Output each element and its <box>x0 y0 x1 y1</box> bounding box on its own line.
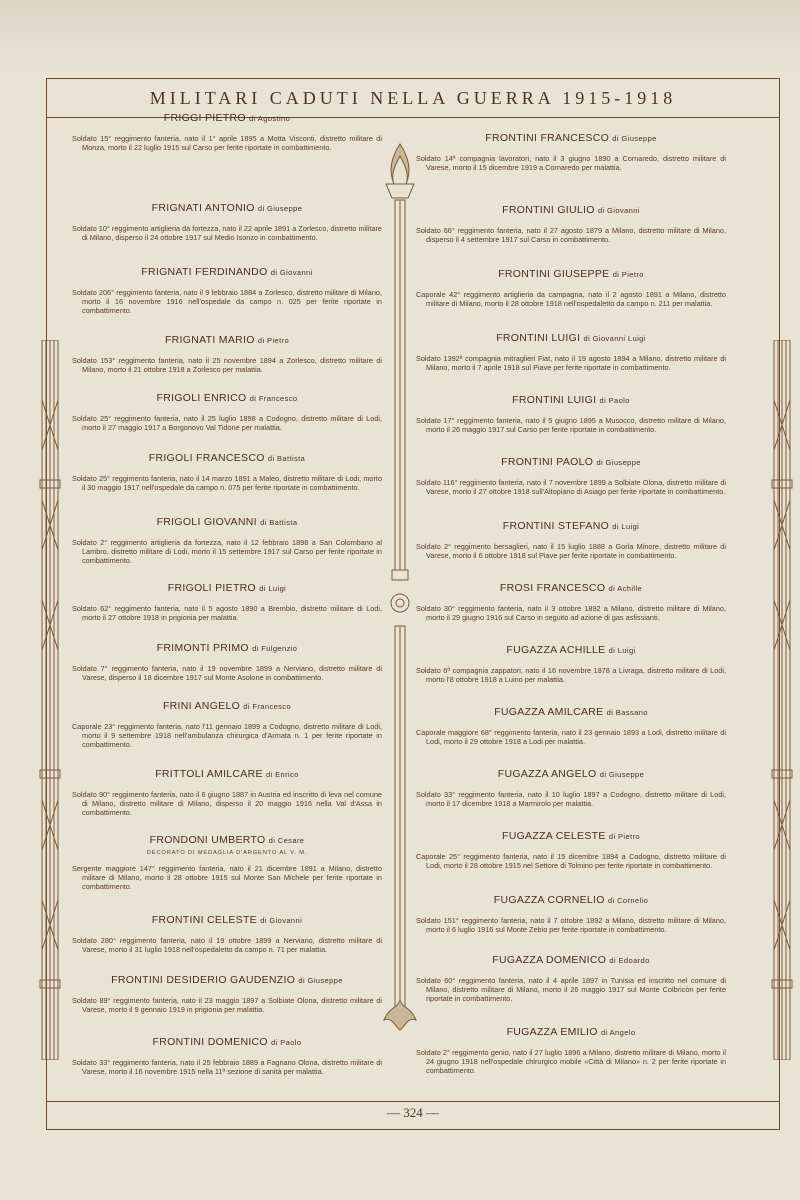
entry-text: Soldato 62° reggimento fanteria, nato il 5 agosto 1890 a Brembio, distretto militare di Lodi, morto il 27 ottobre 1918 in prigionia per malattia. <box>72 604 382 622</box>
entry-frondoni-umberto <box>72 834 382 891</box>
entry-text: Soldato 25° reggimento fanteria, nato il 14 marzo 1891 a Maleo, distretto militare di Lodi, morto il 30 maggio 1917 nell'ospedale da campo n. 075 per ferite riportate in combattimento. <box>72 474 382 492</box>
left-fasces-ornament <box>36 340 64 1060</box>
entry-name: FUGAZZA ANGELO <box>497 768 597 780</box>
entry-parent: di Giuseppe <box>612 134 657 143</box>
entry-fugazza-amilcare <box>416 706 726 746</box>
entry-name: FRIGOLI FRANCESCO <box>148 452 265 464</box>
entry-text: Soldato 151° reggimento fanteria, nato il 7 ottobre 1892 a Milano, distretto militare di Milano, morto il 6 luglio 1916 sul Monte Zebio per ferite riportate in combattimento. <box>416 916 726 934</box>
entry-parent: di Angelo <box>600 1028 636 1037</box>
entry-name: FRITTOLI AMILCARE <box>155 768 263 780</box>
entry-text: Soldato 116° reggimento fanteria, nato il 7 novembre 1899 a Solbiate Olona, distretto militare di Varese, morto il 27 ottobre 1918 sull'Altopiano di Asiago per ferite riportate in combattimento. <box>416 478 726 496</box>
entry-text: Caporale 42° reggimento artiglieria da campagna, nato il 2 agosto 1891 a Milano, distretto militare di Milano, morto il 28 ottobre 1918 nell'ospedaletto da campo n. 211 per malattia. <box>416 290 726 308</box>
entry-fugazza-achille <box>416 644 726 684</box>
entry-frontini-desiderio-gaudenzio <box>72 974 382 1014</box>
entry-text: Soldato 33° reggimento fanteria, nato il 25 febbraio 1889 a Fagnano Olona, distretto militare di Varese, morto il 16 novembre 1915 nella 11ª sezione di sanità per malattia. <box>72 1058 382 1076</box>
entry-name: FRONTINI GIUSEPPE <box>498 268 610 280</box>
entry-text: Soldato 206° reggimento fanteria, nato il 9 febbraio 1884 a Zorlesco, distretto militare di Milano, morto il 16 novembre 1916 nell'ospedale da campo n. 025 per ferite riportate in combattimento. <box>72 288 382 315</box>
entry-frini-angelo <box>72 700 382 749</box>
entry-frontini-paolo <box>416 456 726 496</box>
entry-parent: di Francesco <box>249 394 298 403</box>
medal-decoration: DECORATO DI MEDAGLIA D'ARGENTO AL V. M. <box>146 850 308 856</box>
entry-name: FRIGNATI FERDINANDO <box>141 266 268 278</box>
entry-name: FUGAZZA DOMENICO <box>492 954 607 966</box>
entry-parent: di Giovanni <box>597 206 640 215</box>
entry-frontini-luigi-paolo <box>416 394 726 434</box>
entry-name: FUGAZZA CELESTE <box>501 830 606 842</box>
entry-frigoli-giovanni <box>72 516 382 565</box>
entry-parent: di Battista <box>260 518 298 527</box>
entry-name: FRONTINI LUIGI <box>512 394 597 406</box>
entry-name: FRONTINI CELESTE <box>151 914 257 926</box>
entry-text: Soldato 90° reggimento fanteria, nato il 6 giugno 1887 in Austria ed inscritto di leva nel comune di Milano, distretto militare di Milano, disperso il 20 maggio 1916 nella Val d'Assa in combattimento. <box>72 790 382 817</box>
entry-parent: di Paolo <box>271 1038 302 1047</box>
entry-parent: di Giuseppe <box>599 770 645 779</box>
entry-frigoli-enrico <box>72 392 382 432</box>
entry-name: FRONTINI STEFANO <box>502 520 610 532</box>
entry-fugazza-domenico <box>416 954 726 1003</box>
entry-text: Soldato 10° reggimento artiglieria da fortezza, nato il 22 aprile 1891 a Zorlesco, distretto militare di Milano, disperso il 24 ottobre 1917 sul Medio Isonzo in combattimento. <box>72 224 382 242</box>
entry-text: Soldato 2° reggimento genio, nato il 27 luglio 1896 a Milano, distretto militare di Milano, morto il 24 giugno 1918 nell'ospedale chirurgico mobile «Città di Milano» n. 2 per ferite riportate in combattimento. <box>416 1048 726 1075</box>
entry-parent: di Agostino <box>249 114 291 123</box>
entry-text: Soldato 153° reggimento fanteria, nato il 25 novembre 1894 a Zorlesco, distretto militare di Milano, morto il 21 ottobre 1918 a Zorlesco per malattia. <box>72 356 382 374</box>
entry-frontini-celeste <box>72 914 382 954</box>
entry-frigoli-francesco <box>72 452 382 492</box>
entry-name: FRONDONI UMBERTO <box>149 834 266 846</box>
entry-name: FRONTINI DESIDERIO GAUDENZIO <box>111 974 296 986</box>
entry-text: Soldato 60° reggimento fanteria, nato il 4 aprile 1897 in Tunisia ed inscritto nel comune di Milano, distretto militare di Milano, morto il 26 maggio 1917 sul Monte Colbricòn per ferite riportate in combattimento. <box>416 976 726 1003</box>
center-torch-divider <box>380 140 420 1060</box>
entry-name: FRINI ANGELO <box>162 700 241 712</box>
entry-name: FRIGNATI ANTONIO <box>151 202 255 214</box>
entry-text: Soldato 6ª compagnia zappatori, nato il 16 novembre 1878 a Livraga, distretto militare di Lodi, morto l'8 ottobre 1918 a Luino per malattia. <box>416 666 726 684</box>
entry-parent: di Fulgenzio <box>252 644 298 653</box>
entry-text: Soldato 1392ª compagnia mitraglieri Fiat, nato il 19 agosto 1894 a Milano, distretto militare di Milano, morto il 7 aprile 1918 sul Piave per ferite riportate in combattimento. <box>416 354 726 372</box>
entry-fugazza-angelo <box>416 768 726 808</box>
entry-parent: di Battista <box>267 454 306 463</box>
entry-text: Soldato 17° reggimento fanteria, nato il 5 giugno 1895 a Musocco, distretto militare di Milano, morto il 26 maggio 1917 sul Carso per ferite riportate in combattimento. <box>416 416 726 434</box>
entry-text: Soldato 25° reggimento fanteria, nato il 25 luglio 1898 a Codogno, distretto militare di Lodi, morto il 27 maggio 1917 a Borgonovo Val Tidone per malattia. <box>72 414 382 432</box>
entry-parent: di Enrico <box>266 770 299 779</box>
entry-parent: di Pietro <box>612 270 644 279</box>
entry-frontini-giuseppe <box>416 268 726 308</box>
entry-name: FRONTINI LUIGI <box>496 332 581 344</box>
entry-parent: di Paolo <box>599 396 630 405</box>
entry-name: FRONTINI PAOLO <box>501 456 594 468</box>
entry-text: Soldato 7° reggimento fanteria, nato il 19 novembre 1899 a Nerviano, distretto militare di Varese, disperso il 18 dicembre 1917 sul Monte Asolone in combattimento. <box>72 664 382 682</box>
entry-parent: di Bassano <box>606 708 648 717</box>
entry-text: Soldato 14ª compagnia lavoratori, nato il 3 giugno 1890 a Cornaredo, distretto militare di Varese, morto il 15 dicembre 1919 a Cornaredo per malattia. <box>416 154 726 172</box>
entry-name: FRONTINI DOMENICO <box>152 1036 268 1048</box>
entry-name: FRONTINI FRANCESCO <box>485 132 610 144</box>
entry-frontini-francesco <box>416 132 726 172</box>
entry-parent: di Francesco <box>243 702 292 711</box>
entry-name: FRIGNATI MARIO <box>164 334 255 346</box>
entry-name: FROSI FRANCESCO <box>499 582 606 594</box>
entry-text: Soldato 2° reggimento artiglieria da fortezza, nato il 12 febbraio 1898 a San Colombano al Lambro, distretto militare di Lodi, morto il 15 settembre 1917 sul Carso per ferite riportate in combattimento. <box>72 538 382 565</box>
entry-parent: di Luigi <box>608 646 636 655</box>
entry-name: FRIMONTI PRIMO <box>156 642 249 654</box>
entry-frignati-antonio <box>72 202 382 242</box>
entry-parent: di Achille <box>608 584 643 593</box>
entry-frontini-luigi-giovanni <box>416 332 726 372</box>
entry-fugazza-celeste <box>416 830 726 870</box>
page-number: — 324 — <box>387 1105 439 1120</box>
entry-frigi-pietro <box>72 112 382 152</box>
entry-name: FRONTINI GIULIO <box>502 204 595 216</box>
entry-name: FRIGOLI GIOVANNI <box>156 516 257 528</box>
entry-name: FRIGGI PIETRO <box>163 112 246 124</box>
entry-text: Soldato 15° reggimento fanteria, nato il 1° aprile 1895 a Motta Visconti, distretto militare di Monza, morto il 22 luglio 1915 sul Carso per ferite riportate in combattimento. <box>72 134 382 152</box>
entry-parent: di Luigi <box>259 584 287 593</box>
entry-parent: di Luigi <box>612 522 640 531</box>
entry-parent: di Edoardo <box>609 956 650 965</box>
entry-frosi-francesco <box>416 582 726 622</box>
entry-frigoli-pietro <box>72 582 382 622</box>
entry-frontini-domenico <box>72 1036 382 1076</box>
entry-frontini-giulio <box>416 204 726 244</box>
entry-parent: di Giuseppe <box>596 458 641 467</box>
entry-name: FRIGOLI PIETRO <box>167 582 257 594</box>
entry-text: Soldato 280° reggimento fanteria, nato il 19 ottobre 1899 a Nerviano, distretto militare di Varese, morto il 31 luglio 1918 nell'ospedaletto da campo n. 71 per malattia. <box>72 936 382 954</box>
entry-fugazza-cornelio <box>416 894 726 934</box>
page-top-edge <box>0 0 800 70</box>
entry-text: Soldato 30° reggimento fanteria, nato il 3 ottobre 1892 a Milano, distretto militare di Milano, morto il 29 giugno 1916 sul Carso in seguito ad azione di gas asfissianti. <box>416 604 726 622</box>
entry-frignati-ferdinando <box>72 266 382 315</box>
entry-text: Caporale 25° reggimento fanteria, nato il 15 dicembre 1894 a Codogno, distretto militare di Lodi, morto il 28 ottobre 1915 nel Settore di Tolmino per ferite riportate in combattimento. <box>416 852 726 870</box>
entry-parent: di Cesare <box>268 836 305 845</box>
entry-frimonti-primo <box>72 642 382 682</box>
entry-text: Sergente maggiore 147° reggimento fanteria, nato il 21 dicembre 1891 a Milano, distretto militare di Milano, morto il 28 ottobre 1915 sul Monte San Michele per ferite riportate in combattimento. <box>72 864 382 891</box>
entry-name: FRIGOLI ENRICO <box>156 392 247 404</box>
entry-text: Caporale maggiore 68° reggimento fanteria, nato il 23 gennaio 1893 a Lodi, distretto militare di Lodi, morto il 29 ottobre 1918 a Lodi per malattia. <box>416 728 726 746</box>
entry-parent: di Giovanni Luigi <box>583 334 646 343</box>
entry-text: Soldato 89° reggimento fanteria, nato il 23 maggio 1897 a Solbiate Olona, distretto militare di Varese, morto il 9 gennaio 1919 in prigionia per malattia. <box>72 996 382 1014</box>
entry-parent: di Cornelio <box>607 896 649 905</box>
entry-text: Caporale 23° reggimento fanteria, nato l'11 gennaio 1899 a Codogno, distretto militare di Lodi, morto il 9 settembre 1918 nell'ambulanza chirurgica d'Armata n. 1 per ferite riportate in combattimento. <box>72 722 382 749</box>
entry-frignati-mario <box>72 334 382 374</box>
entry-frittoli-amilcare <box>72 768 382 817</box>
entry-fugazza-emilio <box>416 1026 726 1075</box>
entry-name: FUGAZZA AMILCARE <box>494 706 604 718</box>
entry-parent: di Giuseppe <box>257 204 303 213</box>
entry-frontini-stefano <box>416 520 726 560</box>
entry-parent: di Pietro <box>608 832 641 841</box>
entry-name: FUGAZZA ACHILLE <box>506 644 606 656</box>
right-fasces-ornament <box>770 340 800 1060</box>
entry-parent: di Giovanni <box>270 268 313 277</box>
entry-name: FUGAZZA CORNELIO <box>493 894 605 906</box>
entry-name: FUGAZZA EMILIO <box>506 1026 598 1038</box>
entry-text: Soldato 66° reggimento fanteria, nato il 27 agosto 1879 a Milano, distretto militare di Milano, disperso il 4 settembre 1917 sul Carso in combattimento. <box>416 226 726 244</box>
entry-parent: di Pietro <box>257 336 290 345</box>
footer-rule <box>47 1101 779 1102</box>
entry-parent: di Giovanni <box>260 916 303 925</box>
entry-parent: di Giuseppe <box>298 976 343 985</box>
entry-text: Soldato 2° reggimento bersaglieri, nato il 15 luglio 1888 a Gorla Minore, distretto militare di Varese, morto il 6 ottobre 1918 sul Piave per ferite riportate in combattimento. <box>416 542 726 560</box>
entry-text: Soldato 33° reggimento fanteria, nato il 10 luglio 1897 a Codogno, distretto militare di Lodi, morto il 17 dicembre 1918 a Marmirolo per malattia. <box>416 790 726 808</box>
page-title: MILITARI CADUTI NELLA GUERRA 1915-1918 <box>149 87 677 108</box>
